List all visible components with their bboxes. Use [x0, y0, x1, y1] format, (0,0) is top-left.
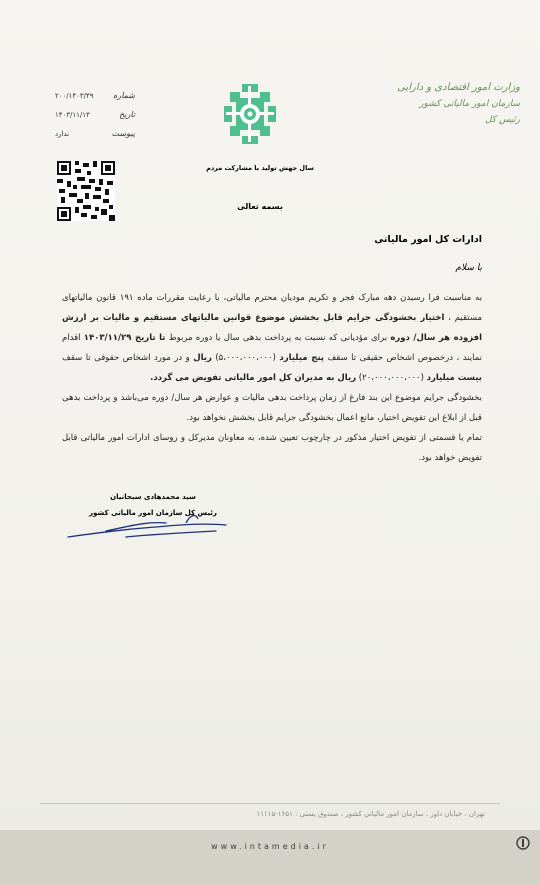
basmala: بسمه تعالی: [237, 202, 283, 211]
p1-legal: و در مورد اشخاص حقوقی تا سقف: [62, 353, 194, 363]
number-value: ۲۰۰/۱۴۰۳/۴۹: [55, 91, 94, 100]
office-name: رئیس کل: [484, 115, 520, 125]
number-label: شماره: [113, 91, 135, 100]
watermark-url: www.intamedia.ir: [211, 842, 329, 851]
p1-authority: اختیار بخشودگی جرایم قابل بخشش موضوع قوانین مالیاتهای مستقیم و مالیات بر ارزش افزوده هر سال/ دوره: [62, 313, 483, 343]
brand-mark-icon: [516, 836, 530, 850]
p1-deadline: تا تاریخ ۱۴۰۳/۱۱/۲۹: [83, 333, 166, 343]
p1-five-billion: پنج میلیارد: [279, 353, 324, 363]
date-value: ۱۴۰۳/۱۱/۱۳: [55, 110, 90, 119]
signatory-title: رئیس کل سازمان امور مالیاتی کشور: [89, 509, 217, 517]
meta-number: [55, 86, 135, 105]
ministry-header: [380, 82, 520, 125]
p1-twenty-billion: بیست میلیارد: [426, 373, 482, 383]
paragraph-3: تمام یا قسمتی از تفویض اختیار مذکور در چارچوب تعیین شده، به معاونان مدیرکل و روسای ادارات امور مالیاتی قابل تفویض خواهد بود.: [62, 433, 482, 463]
year-slogan: سال جهش تولید با مشارکت مردم: [206, 164, 314, 172]
p1-twenty-digits: (۲۰،۰۰۰،۰۰۰،۰۰۰): [356, 373, 427, 383]
attachment-value: ندارد: [55, 129, 70, 138]
recipient: ادارات کل امور مالیاتی: [374, 234, 482, 245]
watermark-bar: [0, 830, 540, 885]
greeting: با سلام: [455, 263, 482, 273]
signatory-name: سید محمدهادی سبحانیان: [110, 493, 196, 501]
meta-attachment: [55, 124, 135, 143]
attachment-label: پیوست: [111, 129, 135, 138]
p1-delegation: ریال به مدیران کل امور مالیاتی تفویض می گردد.: [150, 373, 357, 383]
meta-date: [55, 105, 135, 124]
handwritten-signature-icon: [66, 503, 236, 543]
p1-rial: ریال: [193, 353, 212, 363]
paragraph-1: [62, 288, 482, 388]
letter-meta: [55, 86, 135, 143]
qr-code-icon: [57, 161, 115, 221]
organization-name: سازمان امور مالیاتی کشور: [419, 99, 520, 109]
footer-address: تهران ، خیابان داور ، سازمان امور مالیاتی کشور ، صندوق پستی : ۱۶۵۱-۱۱۱۱۵: [256, 810, 485, 818]
p1-five-digits: (۵،۰۰۰،۰۰۰،۰۰۰): [211, 353, 280, 363]
footer-divider: [40, 803, 500, 804]
tax-organization-logo: [222, 82, 278, 146]
ministry-name: وزارت امور اقتصادی و دارایی: [397, 82, 520, 93]
date-label: تاریخ: [119, 110, 135, 119]
paragraph-2: بخشودگی جرایم موضوع این بند فارغ از زمان پرداخت بدهی مالیات و عوارض هر سال/ دوره می‌باشد و پرداخت بدهی قبل از ابلاغ این تفویض اختیار، مانع اعمال بخشودگی جرایم قابل بخشش نخواهد بود.: [62, 393, 482, 423]
p1-condition: برای مؤدیانی که نسبت به پرداخت بدهی سال یا دوره مربوط: [165, 333, 391, 343]
p1-natural: اقدام نمایند ، درخصوص اشخاص حقیقی تا سقف: [62, 333, 482, 363]
p1-intro: به مناسبت فرا رسیدن دهه مبارک فجر و تکریم مودیان محترم مالیاتی، با رعایت مقررات ماده ۱۹۱ قانون مالیاتهای مستقیم ،: [62, 293, 482, 323]
signature-block: [78, 493, 228, 517]
letter-body: [62, 288, 482, 468]
